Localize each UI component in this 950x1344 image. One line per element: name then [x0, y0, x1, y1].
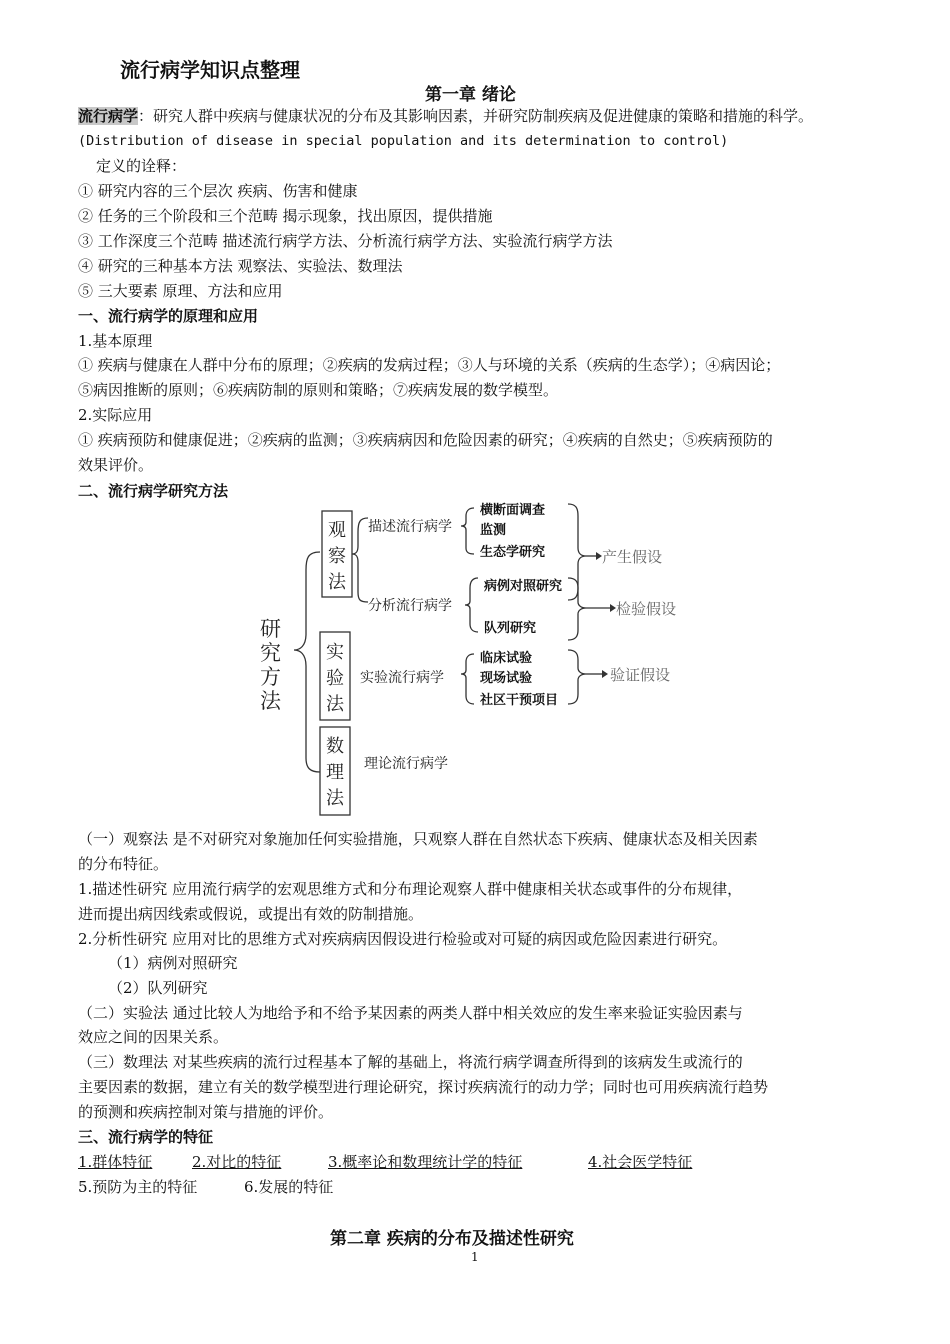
page-number: 1 — [471, 1250, 479, 1264]
diagram-exp-item-1: 临床试验 — [480, 651, 533, 666]
diagram-desc-item-3: 生态学研究 — [480, 545, 546, 560]
diagram-hypothesis-test: 检验假设 — [616, 600, 677, 618]
diagram-anal-item-2: 队列研究 — [484, 621, 537, 636]
diagram-root-char-4: 法 — [260, 689, 281, 713]
diagram-math-char-1: 数 — [326, 736, 344, 757]
research-methods-diagram — [250, 496, 710, 820]
descriptive-para-line-2: 进而提出病因线索或假说，或提出有效的防制措施。 — [78, 905, 424, 923]
diagram-root-char-2: 究 — [260, 641, 281, 665]
diagram-root-char-3: 方 — [260, 665, 281, 689]
diagram-theoretical-label: 理论流行病学 — [364, 756, 448, 772]
descriptive-para-line-1: 1.描述性研究 应用流行病学的宏观思维方式和分布理论观察人群中健康相关状态或事件的分布规律， — [78, 880, 743, 898]
chapter-1-heading: 第一章 绪论 — [425, 85, 516, 105]
math-para-line-1: （三）数理法 对某些疾病的流行过程基本了解的基础上，将流行病学调查所得到的该病发生或流行的 — [78, 1053, 743, 1071]
diagram-exp-item-3: 社区干预项目 — [480, 693, 559, 708]
cohort-item: （2）队列研究 — [108, 979, 208, 997]
basic-principle-line-1: ① 疾病与健康在人群中分布的原理；②疾病的发病过程；③人与环境的关系（疾病的生态学）；④病因论； — [78, 356, 781, 374]
definition-line — [78, 104, 813, 128]
basic-principle-title: 1.基本原理 — [78, 332, 153, 350]
experiment-para-line-2: 效应之间的因果关系。 — [78, 1028, 229, 1046]
diagram-exp-item-2: 现场试验 — [480, 671, 533, 686]
interp-item-3: ③ 工作深度三个范畴 描述流行病学方法、分析流行病学方法、实验流行病学方法 — [78, 232, 613, 250]
application-line-2: 效果评价。 — [78, 456, 154, 474]
diagram-observation-char-1: 观 — [328, 520, 346, 541]
application-title: 2.实际应用 — [78, 406, 153, 424]
diagram-experiment-char-2: 验 — [326, 668, 344, 689]
diagram-desc-item-1: 横断面调查 — [480, 503, 546, 518]
experiment-para-line-1: （二）实验法 通过比较人为地给予和不给予某因素的两类人群中相关效应的发生率来验证实验因素与 — [78, 1004, 743, 1022]
diagram-hypothesis-generate: 产生假设 — [602, 548, 663, 566]
interp-item-5: ⑤ 三大要素 原理、方法和应用 — [78, 282, 283, 300]
diagram-experimental-label: 实验流行病学 — [360, 670, 444, 686]
diagram-observation-char-2: 察 — [328, 546, 346, 567]
diagram-experiment-char-1: 实 — [326, 642, 344, 663]
diagram-math-char-3: 法 — [326, 788, 344, 809]
math-para-line-2: 主要因素的数据，建立有关的数学模型进行理论研究，探讨疾病流行的动力学；同时也可用疾病流行趋势 — [78, 1078, 769, 1096]
diagram-hypothesis-verify: 验证假设 — [610, 666, 671, 684]
feature-1: 1.群体特征 — [78, 1153, 153, 1171]
diagram-observation-char-3: 法 — [328, 572, 346, 593]
observation-para-line-2: 的分布特征。 — [78, 855, 169, 873]
section-2-heading: 二、流行病学研究方法 — [78, 482, 229, 500]
section-1-heading: 一、流行病学的原理和应用 — [78, 307, 259, 325]
interp-item-4: ④ 研究的三种基本方法 观察法、实验法、数理法 — [78, 257, 403, 275]
analytical-para: 2.分析性研究 应用对比的思维方式对疾病病因假设进行检验或对可疑的病因或危险因素进行研究。 — [78, 930, 728, 948]
diagram-analytical-label: 分析流行病学 — [368, 598, 452, 614]
case-control-item: （1）病例对照研究 — [108, 954, 238, 972]
feature-6: 6.发展的特征 — [244, 1178, 334, 1196]
diagram-root-char-1: 研 — [260, 617, 281, 641]
definition-english: (Distribution of disease in special population and its determination to control) — [78, 133, 729, 149]
definition-text: ：研究人群中疾病与健康状况的分布及其影响因素，并研究防制疾病及促进健康的策略和措施的科学。 — [138, 107, 814, 125]
math-para-line-3: 的预测和疾病控制对策与措施的评价。 — [78, 1103, 334, 1121]
diagram-anal-item-1: 病例对照研究 — [484, 579, 563, 594]
interp-heading: 定义的诠释： — [96, 157, 187, 175]
basic-principle-line-2: ⑤病因推断的原则；⑥疾病防制的原则和策略；⑦疾病发展的数学模型。 — [78, 381, 559, 399]
chapter-2-heading: 第二章 疾病的分布及描述性研究 — [330, 1229, 574, 1249]
diagram-descriptive-label: 描述流行病学 — [368, 519, 452, 535]
feature-4: 4.社会医学特征 — [588, 1153, 693, 1171]
observation-para-line-1: （一）观察法 是不对研究对象施加任何实验措施，只观察人群在自然状态下疾病、健康状态及相关因素 — [78, 830, 758, 848]
feature-5: 5.预防为主的特征 — [78, 1178, 198, 1196]
interp-item-1: ① 研究内容的三个层次 疾病、伤害和健康 — [78, 182, 358, 200]
diagram-experiment-char-3: 法 — [326, 694, 344, 715]
diagram-desc-item-2: 监测 — [480, 523, 507, 538]
feature-2: 2.对比的特征 — [192, 1153, 282, 1171]
feature-3: 3.概率论和数理统计学的特征 — [328, 1153, 523, 1171]
definition-term: 流行病学 — [78, 107, 139, 125]
document-title: 流行病学知识点整理 — [120, 58, 300, 82]
diagram-math-char-2: 理 — [326, 762, 344, 783]
section-3-heading: 三、流行病学的特征 — [78, 1128, 214, 1146]
application-line-1: ① 疾病预防和健康促进；②疾病的监测；③疾病病因和危险因素的研究；④疾病的自然史；⑤疾病预防的 — [78, 431, 773, 449]
interp-item-2: ② 任务的三个阶段和三个范畴 揭示现象，找出原因，提供措施 — [78, 207, 493, 225]
